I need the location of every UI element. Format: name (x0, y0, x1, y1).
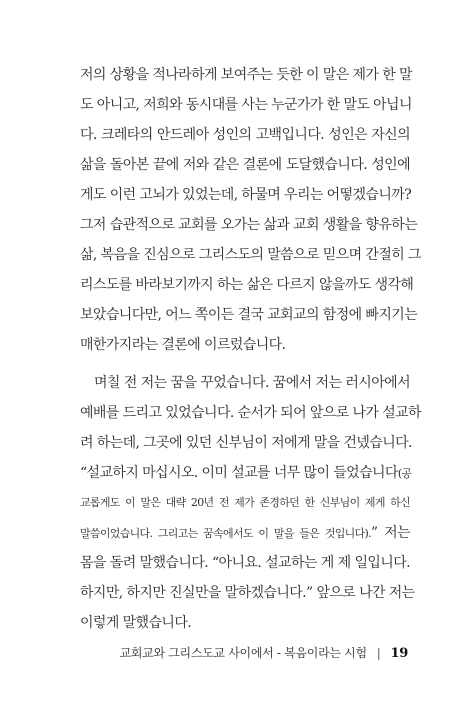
text-line: 려 하는데, 그곳에 있던 신부님이 저에게 말을 건넸습니다. (80, 435, 412, 451)
text-line: 며칠 전 저는 꿈을 꾸었습니다. 꿈에서 저는 러시아에서 (94, 375, 410, 391)
paragraph-1 (80, 60, 421, 360)
text-line: 매한가지라는 결론에 이르렀습니다. (80, 337, 286, 353)
text-line: 예배를 드리고 있었습니다. 순서가 되어 앞으로 나가 설교하 (80, 405, 421, 421)
text-line: 그저 습관적으로 교회를 오가는 삶과 교회 생활을 향유하는 (80, 217, 418, 233)
text-line: 리스도를 바라보기까지 하는 삶은 다르지 않을까도 생각해 (80, 277, 414, 293)
text-line: 삶, 복음을 진심으로 그리스도의 말씀으로 믿으며 간절히 그 (80, 247, 421, 263)
text-line (80, 458, 410, 488)
quote-text: “설교하지 마십시오. 이미 설교를 너무 많이 들었습니다 (80, 465, 398, 481)
text-line: 이렇게 말했습니다. (80, 615, 192, 631)
running-footer (0, 644, 408, 661)
text-line (80, 518, 410, 548)
text-line: 게도 이런 고뇌가 있었는데, 하물며 우리는 어떻겠습니까? (80, 187, 412, 203)
text-line: 다. 크레타의 안드레아 성인의 고백입니다. 성인은 자신의 (80, 127, 410, 143)
footnote-text: 말씀이었습니다. 그리고는 꿈속에서도 이 말을 들은 것입니다). (80, 527, 371, 540)
text-line: 몸을 돌려 말했습니다. “아니요. 설교하는 게 제 일입니다. (80, 555, 410, 571)
footnote-line: 교롭게도 이 말은 대략 20년 전 제가 존경하던 한 신부님이 제게 하신 (80, 496, 410, 509)
paragraph-gap (80, 360, 410, 368)
paragraph-2 (80, 368, 421, 638)
quote-text: ” 저는 (370, 525, 410, 541)
text-line: 보았습니다만, 어느 쪽이든 결국 교회교의 함정에 빠지기는 (80, 307, 418, 323)
footnote-text: (공 (397, 467, 412, 480)
text-line: 저의 상황을 적나라하게 보여주는 듯한 이 말은 제가 한 말 (80, 67, 412, 83)
body-text (80, 60, 421, 638)
text-line: 도 아니고, 저희와 동시대를 사는 누군가가 한 말도 아닙니 (80, 97, 412, 113)
footer-separator: | (376, 646, 381, 660)
page-number: 19 (390, 646, 408, 661)
running-title: 교회교와 그리스도교 사이에서 - 복음이라는 시험 (119, 646, 367, 660)
text-line: 삶을 돌아본 끝에 저와 같은 결론에 도달했습니다. 성인에 (80, 157, 410, 173)
text-line: 하지만, 하지만 진실만을 말하겠습니다.” 앞으로 나간 저는 (80, 585, 415, 601)
